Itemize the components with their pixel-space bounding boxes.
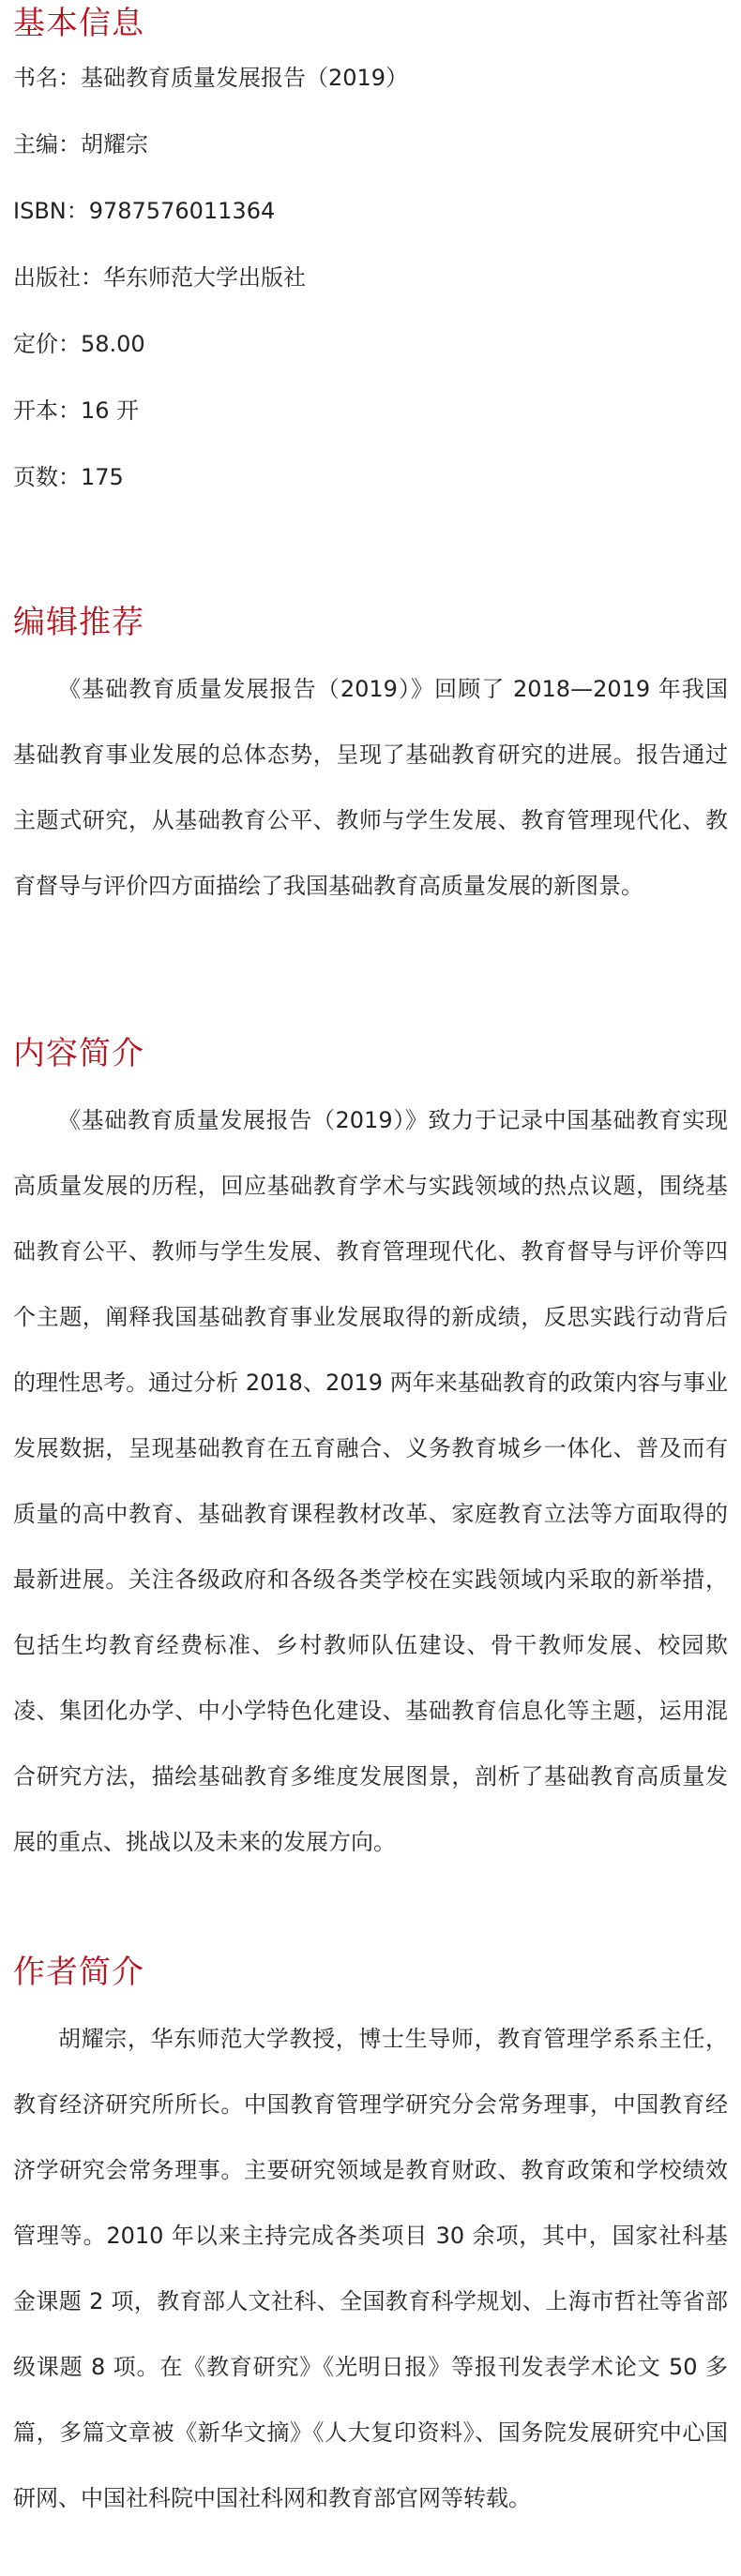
price-line: 定价：58.00: [13, 331, 145, 357]
basic-info-title: 基本信息: [13, 5, 144, 42]
content-summary-title: 内容简介: [13, 1035, 144, 1072]
content-summary-section: [13, 1031, 728, 1875]
basic-info-section: [13, 0, 728, 511]
author-intro-title: 作者简介: [13, 1954, 144, 1991]
format-line: 开本：16 开: [13, 397, 140, 424]
author-intro-text: 胡耀宗，华东师范大学教授，博士生导师，教育管理学系系主任，教育经济研究所所长。中国教育管理学研究分会常务理事，中国教育经济学研究会常务理事。主要研究领域是教育财政、教育政策和学校绩效管理等。2010 年以来主持完成各类项目 30 余项，其中，国家社科基金课题 2 项，教育部人文社科、全国教育科学规划、上海市哲社等省部级课题 8 项。在《教育研究》《光明日报》等报刊发表学术论文 50 多篇，多篇文章被《新华文摘》《人大复印资料》、国务院发展研究中心国研网、中国社科院中国社科网和教育部官网等转载。: [13, 2026, 728, 2511]
content-summary-text: 《基础教育质量发展报告（2019）》致力于记录中国基础教育实现高质量发展的历程，回应基础教育学术与实践领域的热点议题，围绕基础教育公平、教师与学生发展、教育管理现代化、教育督导与评价等四个主题，阐释我国基础教育事业发展取得的新成绩，反思实践行动背后的理性思考。通过分析 2018、2019 两年来基础教育的政策内容与事业发展数据，呈现基础教育在五育融合、义务教育城乡一体化、普及而有质量的高中教育、基础教育课程教材改革、家庭教育立法等方面取得的最新进展。关注各级政府和各级各类学校在实践领域内采取的新举措，包括生均教育经费标准、乡村教师队伍建设、骨干教师发展、校园欺凌、集团化办学、中小学特色化建设、基础教育信息化等主题，运用混合研究方法，描绘基础教育多维度发展图景，剖析了基础教育高质量发展的重点、挑战以及未来的发展方向。: [13, 1107, 728, 1855]
author-intro-section: [13, 1950, 728, 2531]
pages-line: 页数：175: [13, 464, 124, 490]
editor-recommendation-title: 编辑推荐: [13, 604, 144, 641]
publisher-line: 出版社：华东师范大学出版社: [13, 264, 306, 291]
isbn-line: ISBN：9787576011364: [13, 198, 276, 224]
book-title-line: 书名：基础教育质量发展报告（2019）: [13, 65, 409, 91]
editor-recommendation-text: 《基础教育质量发展报告（2019）》回顾了 2018—2019 年我国基础教育事业发展的总体态势，呈现了基础教育研究的进展。报告通过主题式研究，从基础教育公平、教师与学生发展、教育管理现代化、教育督导与评价四方面描绘了我国基础教育高质量发展的新图景。: [13, 676, 728, 899]
editor-line: 主编：胡耀宗: [13, 131, 148, 157]
basic-info-list: [13, 45, 728, 511]
editor-recommendation-section: [13, 600, 728, 919]
